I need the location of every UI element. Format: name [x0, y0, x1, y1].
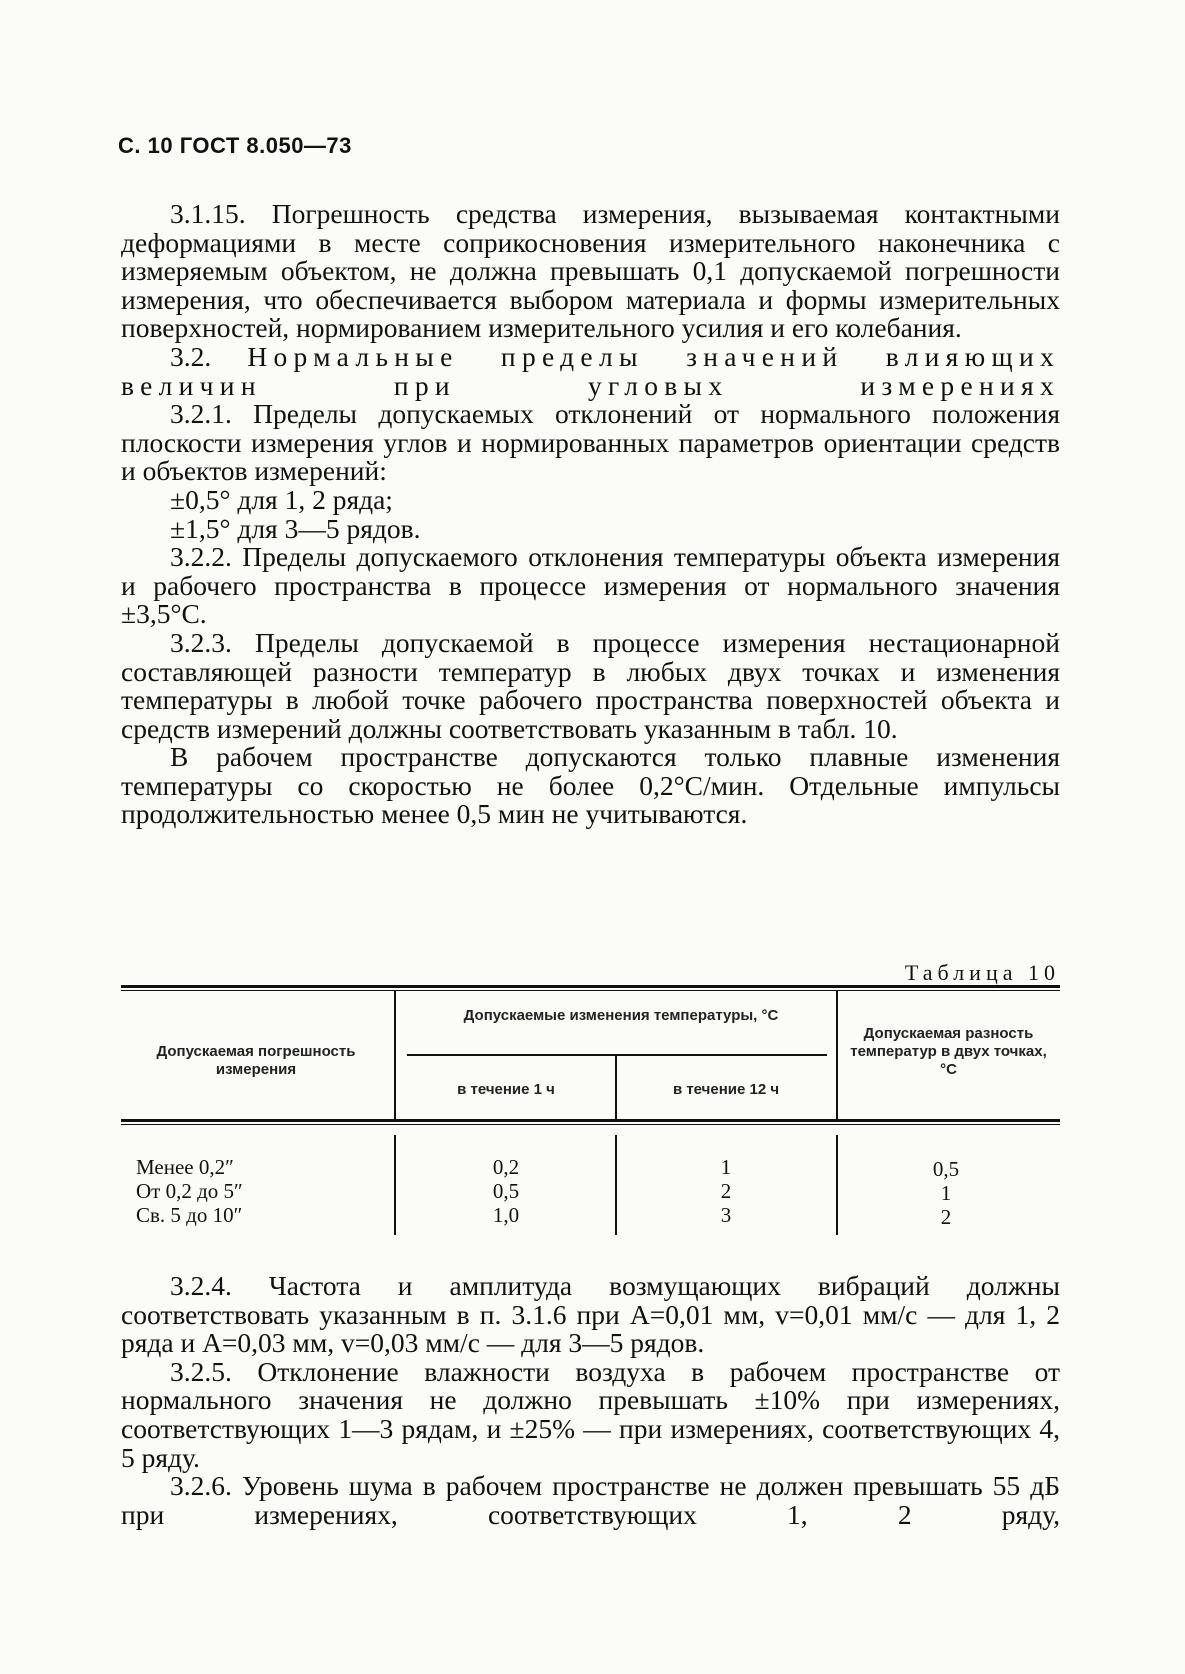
section-title-spaced: Нормальные пределы значений влияющих величин при угловых измерениях — [121, 340, 1061, 401]
table-row-3-12h: 3 — [720, 1203, 732, 1227]
body-text-top — [121, 200, 1060, 829]
tolerance-line-1: ±0,5° для 1, 2 ряда; — [170, 483, 393, 515]
table-row-2-error: От 0,2 до 5″ — [136, 1179, 243, 1203]
col-divider-3 — [836, 991, 838, 1119]
group-header-rule — [407, 1054, 827, 1056]
table-row-1-1h: 0,2 — [492, 1155, 520, 1179]
paragraph-3-1-15: 3.1.15. Погрешность средства измерения, вызываемая контактными деформациями в месте соприкосновения измерительного наконечника с измеряемым объектом, не должна превышать 0,1 допускаемой погрешности измерения, что обеспечивается выбором материала и формы измерительных поверхностей, нормированием измерительного усилия и его колебания. — [121, 198, 1060, 344]
paragraph-3-2-1: 3.2.1. Пределы допускаемых отклонений от нормального положения плоскости измерения углов и нормированных параметров ориентации средств и объектов измерений: — [121, 398, 1060, 487]
paragraph-3-2-3: 3.2.3. Пределы допускаемой в процессе измерения нестационарной составляющей разности температур в любых двух точках и изменения температуры в любой точке рабочего пространства поверхностей объекта и средств измерений должны соответствовать указанным в табл. 10. — [121, 626, 1060, 744]
body-text-bottom — [121, 1272, 1060, 1529]
table-caption: Таблица 10 — [904, 960, 1060, 985]
col-error-values — [136, 1155, 386, 1227]
table-row-2-1h: 0,5 — [492, 1179, 520, 1203]
table-row-1-error: Менее 0,2″ — [136, 1155, 234, 1179]
paragraph-3-2-6: 3.2.6. Уровень шума в рабочем пространстве не должен превышать 55 дБ при измерениях, соответствующих 1, 2 ряду, — [121, 1470, 1060, 1530]
header-12h: в течение 12 ч — [672, 1081, 780, 1098]
table-row-1-diff: 0,5 — [932, 1157, 960, 1181]
header-1h: в течение 1 ч — [457, 1081, 555, 1098]
header-temp-diff: Допускаемая разность температур в двух точках, °C — [850, 1025, 1047, 1078]
page-header: С. 10 ГОСТ 8.050—73 — [118, 133, 352, 158]
col-12h-values — [621, 1155, 831, 1227]
col-divider-1 — [394, 991, 396, 1119]
table-10 — [121, 985, 1060, 1250]
table-row-2-12h: 2 — [720, 1179, 732, 1203]
table-row-3-diff: 2 — [940, 1205, 952, 1229]
header-bottom-rule — [121, 1119, 1060, 1122]
tolerance-line-2: ±1,5° для 3—5 рядов. — [170, 512, 421, 544]
header-bottom-rule-thin — [121, 1124, 1060, 1125]
table-row-1-12h: 1 — [720, 1155, 732, 1179]
section-number: 3.2. — [170, 340, 212, 372]
body-divider-2 — [615, 1135, 617, 1235]
body-divider-1 — [394, 1135, 396, 1235]
paragraph-3-2-4: 3.2.4. Частота и амплитуда возмущающих вибраций должны соответствовать указанным в п. 3.1.6 при A=0,01 мм, v=0,01 мм/с — для 1, 2 ряда и A=0,03 мм, v=0,03 мм/с — для 3—5 рядов. — [121, 1270, 1060, 1359]
table-row-3-error: Св. 5 до 10″ — [136, 1203, 243, 1227]
table-top-rule — [121, 985, 1060, 988]
header-error: Допускаемая погрешность измерения — [156, 1043, 356, 1078]
col-diff-values — [846, 1157, 1046, 1229]
table-row-3-1h: 1,0 — [492, 1203, 520, 1227]
table-row-2-diff: 1 — [940, 1181, 952, 1205]
col-divider-2 — [615, 1056, 617, 1119]
paragraph-3-2-5: 3.2.5. Отклонение влажности воздуха в рабочем пространстве от нормального значения не должно превышать ±10% при измерениях, соответствующих 1—3 рядам, и ±25% — при измерениях, соответствующих 4, 5 ряду. — [121, 1355, 1060, 1473]
section-heading-3-2 — [121, 340, 1061, 401]
table-top-rule-thin — [121, 990, 1060, 991]
paragraph-temperature-change: В рабочем пространстве допускаются только плавные изменения температуры со скоростью не более 0,2°C/мин. Отдельные импульсы продолжительностью менее 0,5 мин не учитываются. — [121, 741, 1060, 830]
header-temp-change: Допускаемые изменения температуры, °C — [463, 1007, 779, 1024]
body-divider-3 — [836, 1135, 838, 1235]
paragraph-3-2-2: 3.2.2. Пределы допускаемого отклонения температуры объекта измерения и рабочего пространства в процессе измерения от нормального значения ±3,5°C. — [121, 541, 1060, 630]
col-1h-values — [401, 1155, 611, 1227]
